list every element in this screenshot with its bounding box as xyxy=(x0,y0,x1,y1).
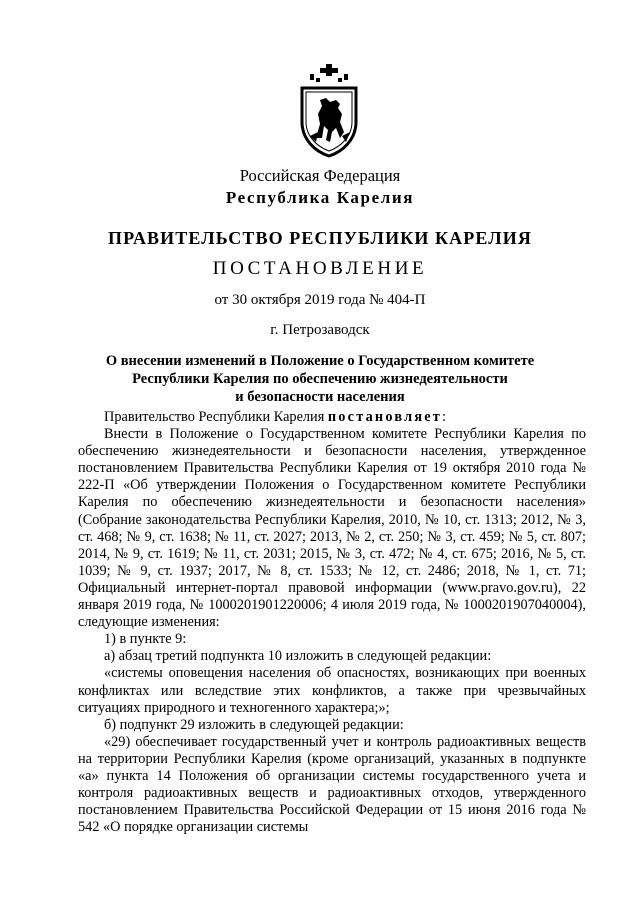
title-line: О внесении изменений в Положение о Государственном комитете xyxy=(105,353,535,369)
body-paragraph: б) подпункт 29 изложить в следующей редакции: xyxy=(104,716,404,733)
city-name: г. Петрозаводск xyxy=(270,322,370,338)
document-body xyxy=(78,409,586,836)
preamble xyxy=(78,409,586,426)
title-line: и безопасности населения xyxy=(235,389,405,405)
preamble-suffix: : xyxy=(442,409,447,425)
body-paragraph: 1) в пункте 9: xyxy=(104,631,187,648)
document-title xyxy=(0,352,640,406)
preamble-keyword: постановляет xyxy=(327,409,443,425)
government-name: ПРАВИТЕЛЬСТВО РЕСПУБЛИКИ КАРЕЛИЯ xyxy=(108,228,532,248)
body-paragraph: «системы оповещения населения об опасностях, возникающих при военных конфликтах или вследствие этих конфликтов, а также при чрезвычайных ситуациях природного и техногенного характера;»; xyxy=(78,665,586,716)
republic-name: Республика Карелия xyxy=(225,188,415,207)
emblem-star xyxy=(310,64,348,82)
country-name: Российская Федерация xyxy=(239,166,401,185)
date-and-number: от 30 октября 2019 года № 404-П xyxy=(214,292,426,308)
body-paragraph: а) абзац третий подпункта 10 изложить в следующей редакции: xyxy=(104,648,492,665)
body-paragraph: «29) обеспечивает государственный учет и контроль радиоактивных веществ на территории Республики Карелия (кроме организаций, указанных в подпункте «а» пункта 14 Положения об организации системы государственного учета и контроля радиоактивных веществ и радиоактивных отходов, утвержденного постановлением Правительства Российской Федерации от 15 июня 2016 года № 542 «О порядке организации системы xyxy=(78,733,586,836)
preamble-prefix: Правительство Республики Карелия xyxy=(104,409,328,425)
karelia-coat-of-arms-icon xyxy=(296,62,362,158)
title-line: Республики Карелия по обеспечению жизнедеятельности xyxy=(132,371,508,387)
document-type: ПОСТАНОВЛЕНИЕ xyxy=(212,258,428,279)
body-paragraph: Внести в Положение о Государственном комитете Республики Карелия по обеспечению жизнедеятельности и безопасности населения, утвержденное постановлением Правительства Республики Карелия от 19 октября 2010 года № 222-П «Об утверждении Положения о Государственном комитете Республики Карелия по обеспечению жизнедеятельности и безопасности населения» (Собрание законодательства Республики Карелия, 2010, № 10, ст. 1313; 2012, № 3, ст. 468; № 9, ст. 1638; № 11, ст. 2027; 2013, № 2, ст. 250; № 3, ст. 459; № 5, ст. 807; 2014, № 9, ст. 1619; № 11, ст. 2031; 2015, № 3, ст. 472; № 4, ст. 675; 2016, № 5, ст. 1039; № 9, ст. 1937; 2017, № 8, ст. 1533; № 12, ст. 2486; 2018, № 1, ст. 71; Официальный интернет-портал правовой информации (www.pravo.gov.ru), 22 января 2019 года, № 1000201901220006; 4 июля 2019 года, № 1000201907040004), следующие изменения: xyxy=(78,426,586,631)
